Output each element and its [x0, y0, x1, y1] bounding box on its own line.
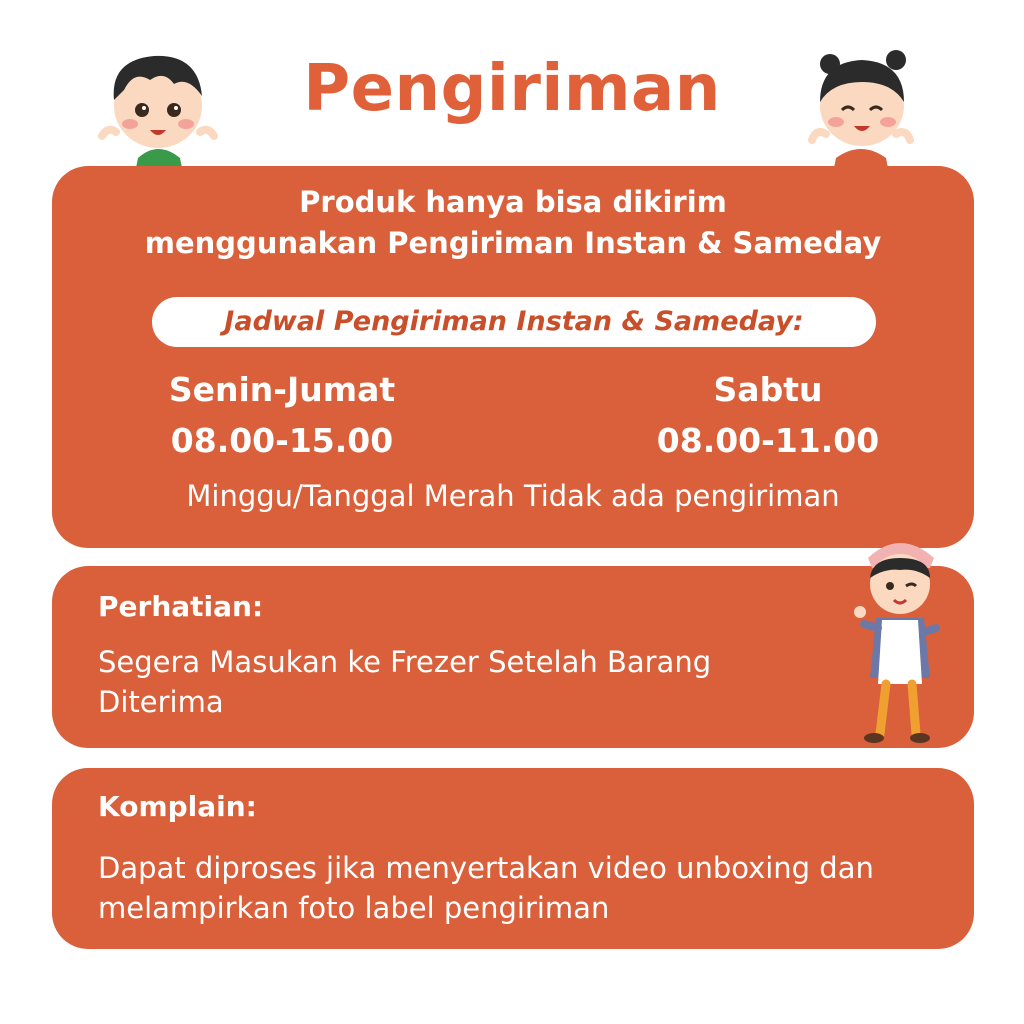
attention-card: [52, 566, 974, 748]
weekday-schedule: [132, 364, 432, 466]
weekday-hours: 08.00-15.00: [170, 421, 394, 460]
intro-line-1: Produk hanya bisa dikirim: [299, 185, 727, 219]
chef-mascot-icon: [850, 528, 950, 748]
closed-note: Minggu/Tanggal Merah Tidak ada pengiriman: [186, 479, 840, 513]
saturday-schedule: [618, 364, 918, 466]
saturday-label: Sabtu: [713, 370, 823, 409]
schedule-heading-pill: Jadwal Pengiriman Instan & Sameday:: [152, 297, 876, 347]
weekday-label: Senin-Jumat: [168, 370, 396, 409]
attention-label: Perhatian:: [98, 590, 264, 623]
page-title: Pengiriman: [303, 52, 721, 126]
attention-text: Segera Masukan ke Frezer Setelah Barang Diterima: [98, 645, 712, 719]
shipping-intro: [52, 182, 974, 264]
shipping-info-card: [52, 166, 974, 548]
girl-mascot-icon: [806, 40, 916, 168]
saturday-hours: 08.00-11.00: [656, 421, 880, 460]
complaint-text: Dapat diproses jika menyertakan video unboxing dan melampirkan foto label pengiriman: [98, 851, 874, 925]
complaint-card: [52, 768, 974, 949]
intro-line-2: menggunakan Pengiriman Instan & Sameday: [144, 226, 882, 260]
boy-mascot-icon: [98, 40, 218, 168]
complaint-label: Komplain:: [98, 790, 257, 823]
